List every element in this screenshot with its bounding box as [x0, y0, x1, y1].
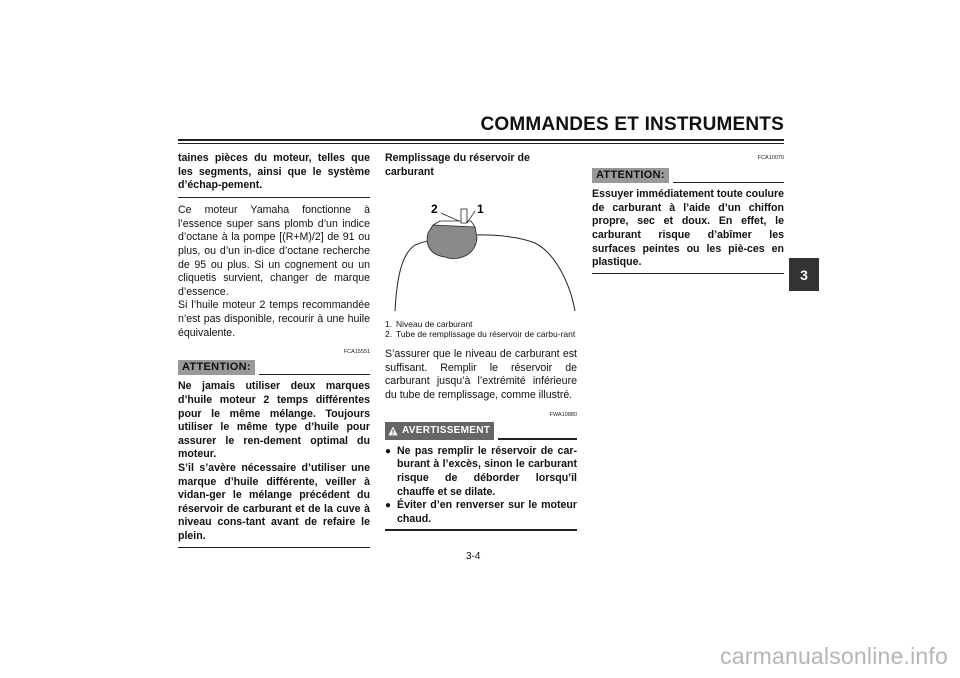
- bullet-icon: ●: [385, 500, 392, 512]
- attention-text: Essuyer immédiatement toute coulure de carburant à l’aide d’un chiffon propre, sec et doux. En effet, le carburant risque d’abîmer les surfaces peintes ou les piè-ces en plastique.: [592, 188, 784, 269]
- ref-code: FCA10070: [757, 155, 784, 161]
- paragraph-fill: S’assurer que le niveau de carburant est suffisant. Remplir le réservoir de carburant jusqu’à l’extrémité inférieure du tube de remplissage, comme illustré.: [385, 348, 577, 401]
- attention-text-2: S’il s’avère nécessaire d’utiliser une marque d’huile différente, veiller à vidan-ger le mélange précédent du réservoir de carburant et de la cuve à niveau cons-tant avant de refaire le plein.: [178, 461, 370, 542]
- caption-item: [385, 319, 577, 329]
- warning-label-box: [385, 422, 494, 440]
- header-rule: [178, 139, 784, 141]
- ref-code: FCA15551: [343, 349, 370, 356]
- caption-num: 2.: [385, 329, 393, 340]
- warning-label: AVERTISSEMENT: [402, 425, 491, 437]
- caption-text: Tube de remplissage du réservoir de carbu-rant: [396, 329, 576, 340]
- caption-item: [385, 329, 577, 339]
- attention-label: ATTENTION:: [592, 168, 669, 184]
- figure-caption: [385, 319, 577, 339]
- column-1: [178, 152, 370, 548]
- page-number: 3-4: [466, 551, 481, 562]
- paragraph-oil: Si l’huile moteur 2 temps recommandée n’est pas disponible, recourir à une huile équivalente.: [178, 299, 370, 339]
- caption-num: 1.: [385, 319, 393, 330]
- callout-1: 1: [477, 202, 484, 217]
- intro-text: taines pièces du moteur, telles que les segments, ainsi que le système d’échap-pement.: [178, 152, 370, 192]
- attention-line: [259, 374, 370, 376]
- divider: [592, 273, 784, 275]
- list-item-text: Ne pas remplir le réservoir de car-burant à l’excès, sinon le carburant risque de déborder lorsqu’il chauffe et se dilate.: [397, 444, 577, 498]
- column-2: [385, 152, 577, 531]
- watermark: carmanualsonline.info: [720, 643, 948, 669]
- warning-list: [385, 445, 577, 527]
- bullet-icon: ●: [385, 445, 392, 457]
- warning-line: [498, 438, 577, 440]
- section-heading: Remplissage du réservoir de carburant: [385, 152, 530, 178]
- caption-text: Niveau de carburant: [396, 319, 473, 330]
- ref-code: FWA10880: [549, 411, 577, 418]
- divider: [178, 197, 370, 199]
- divider: [385, 529, 577, 531]
- column-3: [592, 152, 784, 274]
- paragraph-octane: Ce moteur Yamaha fonctionne à l’essence super sans plomb d’un indice d’octane à la pompe [(R+M)/2] de 91 ou plus, ou d’un in-dice d’octane recherche de 95 ou plus. Si un cognement ou un cliquetis survient, changer de marque d’essence.: [178, 204, 370, 298]
- list-item: [385, 499, 577, 526]
- attention-label: ATTENTION:: [178, 360, 255, 376]
- fuel-tank-illustration: [385, 183, 577, 313]
- list-item: [385, 445, 577, 499]
- attention-header: [592, 168, 784, 184]
- header-rule-thin: [178, 143, 784, 144]
- callout-2: 2: [431, 202, 438, 217]
- divider: [178, 547, 370, 549]
- warning-triangle-icon: [388, 426, 398, 436]
- page-header-title: COMMANDES ET INSTRUMENTS: [480, 114, 784, 135]
- attention-line: [673, 182, 784, 184]
- warning-header: [385, 422, 577, 440]
- attention-text-1: Ne jamais utiliser deux marques d’huile moteur 2 temps différentes pour le même mélange. Toujours utiliser le même type d’huile pour assurer le ren-dement optimal du moteur.: [178, 380, 370, 461]
- attention-header: [178, 360, 370, 376]
- list-item-text: Éviter d’en renverser sur le moteur chaud.: [397, 499, 577, 525]
- chapter-tab: 3: [789, 258, 819, 291]
